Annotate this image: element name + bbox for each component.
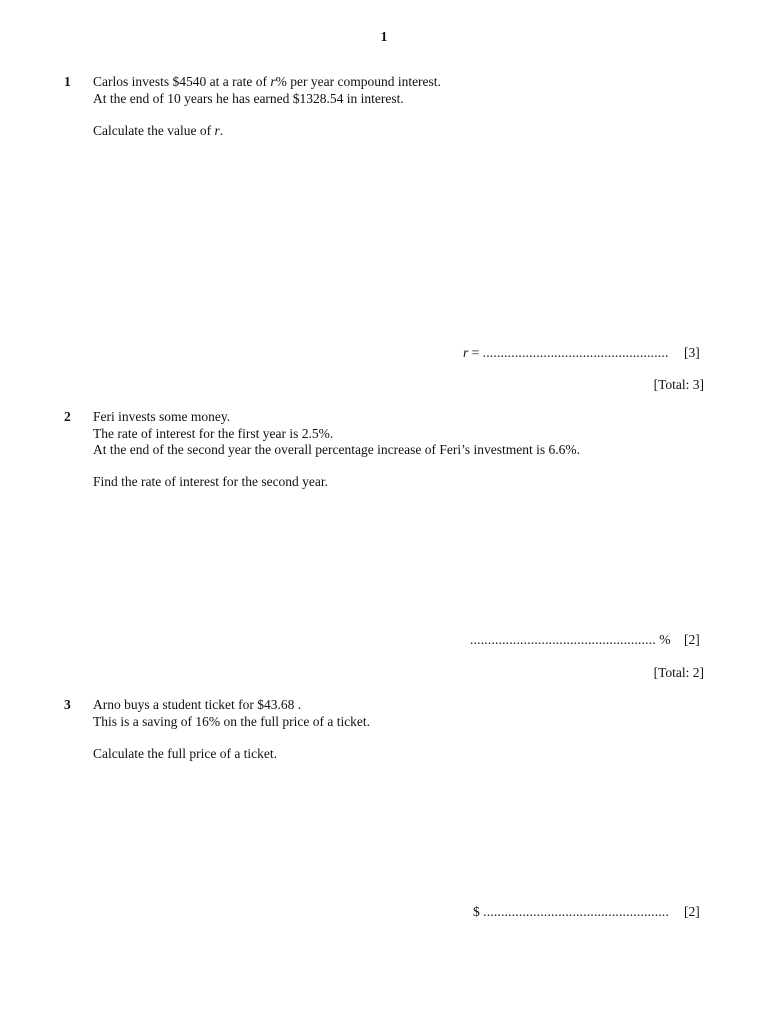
question-number: 2 <box>64 409 71 424</box>
answer-prefix: r <box>463 345 469 360</box>
marks: [3] <box>684 345 700 360</box>
answer-dots: .................................................... <box>483 904 670 919</box>
marks: [2] <box>684 632 700 647</box>
answer-prefix: = <box>468 345 483 360</box>
answer-line[interactable] <box>473 904 669 920</box>
marks: [2] <box>684 904 700 919</box>
task-text: . <box>219 123 224 138</box>
question-task: Calculate the full price of a ticket. <box>93 746 278 761</box>
answer-line[interactable] <box>463 345 669 361</box>
question-text: % per year compound interest. <box>275 74 441 89</box>
answer-line[interactable] <box>470 632 671 648</box>
question-line: The rate of interest for the first year is 2.5%. <box>93 426 334 441</box>
answer-dots: .................................................... <box>482 345 669 360</box>
question-line: Feri invests some money. <box>93 409 231 424</box>
total-marks: [Total: 3] <box>653 377 704 392</box>
question-task: Find the rate of interest for the second year. <box>93 474 329 489</box>
question-task <box>93 123 223 139</box>
question-line <box>93 74 441 90</box>
question-line: At the end of the second year the overall percentage increase of Feri’s investment is 6.6%. <box>93 442 580 457</box>
question-line: Arno buys a student ticket for $43.68 . <box>93 697 302 712</box>
answer-suffix: % <box>659 632 671 647</box>
question-number: 3 <box>64 697 71 712</box>
answer-prefix: $ <box>473 904 480 919</box>
answer-dots: .................................................... <box>470 632 656 647</box>
variable: r <box>270 74 276 89</box>
question-text: Carlos invests $4540 at a rate of <box>93 74 271 89</box>
total-marks: [Total: 2] <box>653 665 704 680</box>
page-number: 1 <box>380 29 388 44</box>
question-line: At the end of 10 years he has earned $1328.54 in interest. <box>93 91 404 106</box>
task-text: Calculate the value of <box>93 123 215 138</box>
question-line: This is a saving of 16% on the full price of a ticket. <box>93 714 371 729</box>
question-number: 1 <box>64 74 71 89</box>
variable: r <box>214 123 220 138</box>
